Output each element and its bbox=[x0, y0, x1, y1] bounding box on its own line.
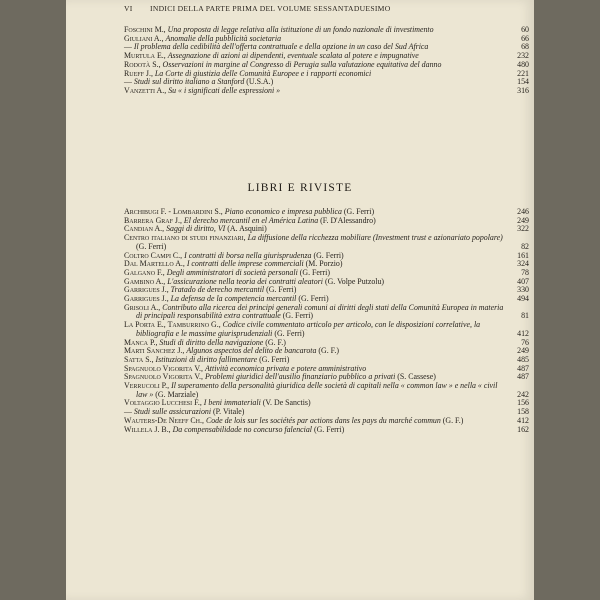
entry-title: La Corte di giustizia delle Comunità Europee e i rapporti economici bbox=[154, 68, 372, 78]
entry-title: Studi sulle assicurazioni bbox=[133, 407, 212, 417]
entry-page-number: 316 bbox=[517, 85, 529, 95]
entry-author: Gambino A., bbox=[124, 276, 168, 286]
entry-page-number: 60 bbox=[521, 25, 529, 34]
entry-page-number: 76 bbox=[521, 337, 529, 347]
entry-author: Grisoli A., bbox=[124, 302, 163, 312]
entry-author: — bbox=[124, 407, 134, 417]
entry-title: Codice civile commentato articolo per articolo, con le disposizioni correlative, la bibliografia e le massime giurisprudenziali bbox=[136, 320, 481, 338]
entry-title: Il problema della cedibilità dell'offerta contrattuale e della opzione in un caso del Sud Africa bbox=[133, 42, 429, 52]
entry-title: Su « i significati delle espressioni » bbox=[168, 85, 281, 95]
entry-page-number: 407 bbox=[517, 276, 529, 286]
entry-author: — bbox=[124, 42, 134, 52]
index-entry bbox=[124, 234, 529, 251]
entry-title: Algunos aspectos del delito de bancarota bbox=[186, 346, 317, 356]
entry-title: Attività economica privata e potere amministrativo bbox=[204, 363, 367, 373]
entry-author: — bbox=[124, 77, 134, 87]
index-entry bbox=[124, 321, 529, 338]
entry-author: Satta S., bbox=[124, 354, 156, 364]
entry-author: Centro italiano di studi finanziari, bbox=[124, 233, 248, 243]
entry-page-number: 249 bbox=[517, 346, 529, 356]
entry-author: Coltro Campi C., bbox=[124, 250, 185, 260]
entry-reviewer: (V. De Sanctis) bbox=[260, 398, 311, 408]
entry-reviewer: (U.S.A.) bbox=[244, 77, 274, 87]
entry-reviewer: (G. Marziale) bbox=[153, 389, 199, 399]
running-header bbox=[124, 4, 529, 16]
entry-author: Rueff J., bbox=[124, 68, 155, 78]
entry-title: I beni immateriali bbox=[203, 398, 261, 408]
article-index-list bbox=[124, 26, 529, 96]
entry-author: Giuliani A., bbox=[124, 33, 166, 43]
index-entry bbox=[124, 426, 529, 435]
entry-title: Istituzioni di diritto fallimentare bbox=[155, 354, 258, 364]
entry-reviewer: (G. F.) bbox=[316, 346, 340, 356]
entry-title: I contratti di borsa nella giurisprudenza bbox=[184, 250, 312, 260]
entry-page-number: 154 bbox=[517, 77, 529, 87]
entry-page-number: 324 bbox=[517, 259, 529, 269]
entry-page-number: 221 bbox=[517, 68, 529, 78]
entry-reviewer: (G. Ferri) bbox=[311, 250, 344, 260]
entry-title: I contratti delle imprese commerciali bbox=[186, 259, 304, 269]
entry-reviewer: (G. Ferri) bbox=[272, 328, 305, 338]
entry-reviewer: (G. F.) bbox=[440, 415, 464, 425]
entry-page-number: 162 bbox=[517, 424, 529, 434]
entry-page-number: 330 bbox=[517, 285, 529, 295]
index-entry bbox=[124, 87, 529, 96]
entry-page-number: 487 bbox=[517, 363, 529, 373]
entry-title: Studi sul diritto italiano a Stanford bbox=[133, 77, 245, 87]
entry-page-number: 412 bbox=[517, 328, 529, 338]
entry-page-number: 322 bbox=[517, 224, 529, 234]
entry-author: Manca P., bbox=[124, 337, 160, 347]
entry-title: El derecho mercantil en el América Latina bbox=[183, 215, 319, 225]
book-page bbox=[66, 0, 534, 600]
entry-page-number: 412 bbox=[517, 415, 529, 425]
entry-page-number: 249 bbox=[517, 215, 529, 225]
entry-author: Garrigues J., bbox=[124, 294, 171, 304]
entry-title: Tratado de derecho mercantil bbox=[170, 285, 265, 295]
entry-author: Voltaggio Lucchesi F., bbox=[124, 398, 204, 408]
entry-author: Spagnuolo Vigorita V., bbox=[124, 372, 205, 382]
header-title: INDICI DELLA PARTE PRIMA DEL VOLUME SESSANTADUESIMO bbox=[150, 4, 391, 13]
entry-page-number: 480 bbox=[517, 59, 529, 69]
entry-reviewer: (G. Ferri) bbox=[312, 424, 345, 434]
entry-page-number: 66 bbox=[521, 33, 529, 43]
entry-author: Willela J. B., bbox=[124, 424, 173, 434]
entry-title: Contributo alla ricerca dei principi generali comuni ai diritti degli stati della Comunità Europea in materia di principali responsabilità extra contrattuale bbox=[136, 302, 504, 321]
entry-reviewer: (G. F.) bbox=[263, 337, 286, 347]
entry-title: Una proposta di legge relativa alla istituzione di un fondo nazionale di investimento bbox=[167, 25, 434, 34]
entry-page-number: 494 bbox=[517, 294, 529, 304]
entry-reviewer: (G. Ferri) bbox=[257, 354, 290, 364]
book-review-index-list bbox=[124, 208, 529, 434]
entry-author: Dal Martello A., bbox=[124, 259, 187, 269]
entry-reviewer: (G. Ferri) bbox=[136, 241, 167, 251]
entry-title: Piano economico e impresa pubblica bbox=[224, 207, 342, 216]
entry-page-number: 242 bbox=[517, 389, 529, 399]
entry-author: Vanzetti A., bbox=[124, 85, 169, 95]
entry-page-number: 232 bbox=[517, 51, 529, 61]
entry-reviewer: (G. Ferri) bbox=[341, 207, 375, 216]
entry-reviewer: (G. Ferri) bbox=[280, 311, 314, 321]
entry-page-number: 246 bbox=[517, 207, 529, 216]
entry-author: Wauters-De Neeff Ch., bbox=[124, 415, 206, 425]
entry-page-number: 82 bbox=[521, 241, 529, 251]
entry-author: Rodotà S., bbox=[124, 59, 163, 69]
entry-page-number: 78 bbox=[521, 267, 529, 277]
entry-title: La defensa de la competencia mercantil bbox=[170, 294, 297, 304]
entry-reviewer: (G. Volpe Putzolu) bbox=[322, 276, 385, 286]
entry-reviewer: (P. Vitale) bbox=[211, 407, 245, 417]
entry-title: La diffusione della ricchezza mobiliare (Investment trust e azionariato popolare) bbox=[247, 233, 503, 243]
entry-reviewer: (M. Porzio) bbox=[303, 259, 343, 269]
index-entry bbox=[124, 304, 529, 321]
entry-title: Saggi di diritto, VI bbox=[166, 224, 226, 234]
entry-author: Barrera Graf J., bbox=[124, 215, 184, 225]
entry-reviewer: (A. Asquini) bbox=[225, 224, 267, 234]
index-entry bbox=[124, 382, 529, 399]
entry-author: Verrucoli P., bbox=[124, 381, 172, 391]
entry-title: Problemi giuridici dell'ausilio finanziario pubblico a privati bbox=[204, 372, 396, 382]
section-title: LIBRI E RIVISTE bbox=[247, 182, 353, 194]
entry-author: Archibugi F. - Lombardini S., bbox=[124, 207, 225, 216]
entry-title: Code de lois sur les sociétés par actions dans les pays du marché commun bbox=[205, 415, 441, 425]
entry-author: Galgano F., bbox=[124, 267, 167, 277]
page-number: VI bbox=[124, 4, 133, 13]
entry-title: Assegnazione di azioni ai dipendenti, eventuale scalata al potere e impugnative bbox=[167, 51, 419, 61]
entry-title: Studi di diritto della navigazione bbox=[159, 337, 264, 347]
entry-author: Marti Sanchez J., bbox=[124, 346, 187, 356]
entry-page-number: 158 bbox=[517, 407, 529, 417]
entry-page-number: 68 bbox=[521, 42, 529, 52]
entry-title: Da compensabilidade no concurso falencial bbox=[172, 424, 312, 434]
entry-reviewer: (G. Ferri) bbox=[297, 267, 330, 277]
entry-title: Anomalie della pubblicità societaria bbox=[165, 33, 282, 43]
entry-title: Osservazioni in margine al Congresso di Perugia sulla valutazione equitativa del danno bbox=[162, 59, 442, 69]
entry-title: Il superamento della personalità giuridica delle società di capitali nella « common law » e nella « civil law » bbox=[136, 381, 498, 399]
entry-title: L'assicurazione nella teoria dei contratti aleatori bbox=[167, 276, 323, 286]
entry-page-number: 485 bbox=[517, 354, 529, 364]
entry-reviewer: (G. Ferri) bbox=[296, 294, 329, 304]
entry-author: Garrigues J., bbox=[124, 285, 171, 295]
entry-author: Spagnuolo Vigorita V., bbox=[124, 363, 205, 373]
entry-reviewer: (G. Ferri) bbox=[264, 285, 297, 295]
entry-author: Foschini M., bbox=[124, 25, 168, 34]
entry-page-number: 81 bbox=[521, 311, 529, 321]
entry-page-number: 156 bbox=[517, 398, 529, 408]
entry-title: Degli amministratori di società personali bbox=[166, 267, 298, 277]
entry-page-number: 487 bbox=[517, 372, 529, 382]
entry-reviewer: (S. Cassese) bbox=[395, 372, 436, 382]
entry-page-number: 161 bbox=[517, 250, 529, 260]
entry-author: Candian A., bbox=[124, 224, 167, 234]
entry-reviewer: (F. D'Alessandro) bbox=[318, 215, 376, 225]
entry-author: La Porta E., Tamburrino G., bbox=[124, 320, 223, 330]
entry-author: Murtula E., bbox=[124, 51, 168, 61]
